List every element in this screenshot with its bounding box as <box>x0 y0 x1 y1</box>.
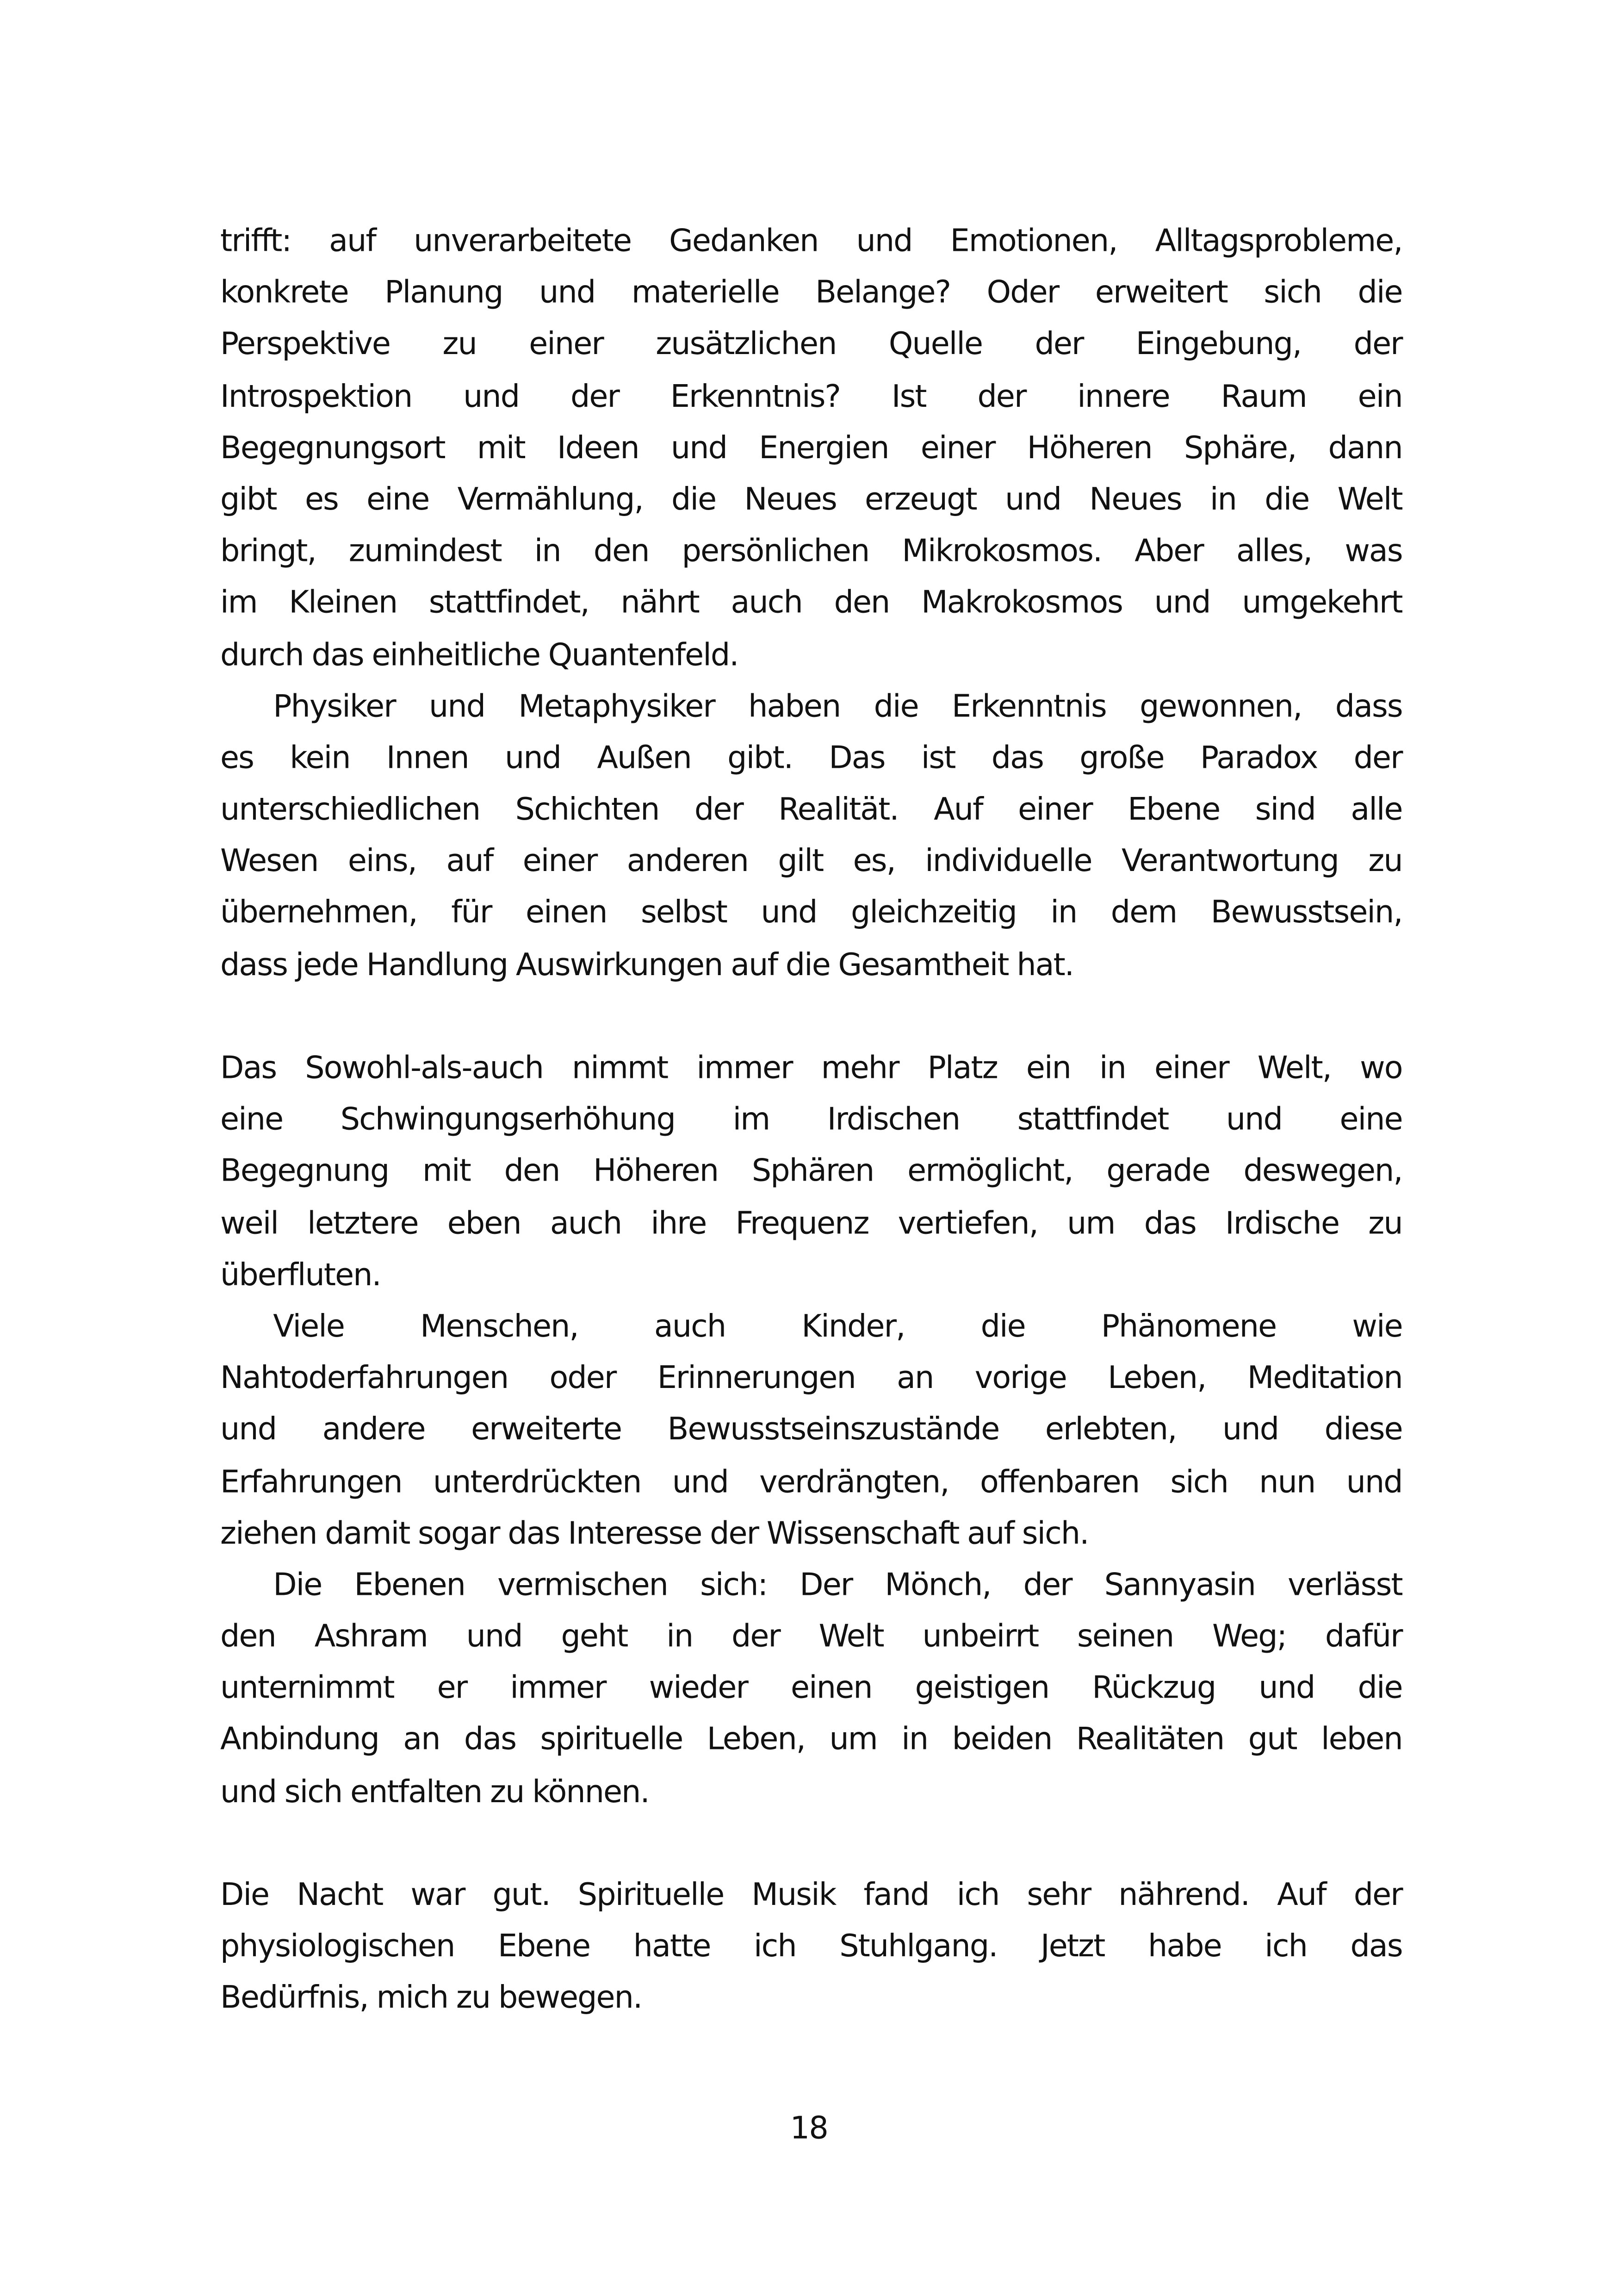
text-line: Introspektion und der Erkenntnis? Ist der innere Raum ein <box>220 378 1402 414</box>
paragraph <box>220 1043 1402 1301</box>
text-line: Anbindung an das spirituelle Leben, um in beiden Realitäten gut leben <box>220 1722 1402 1757</box>
text-line: Begegnungsort mit Ideen und Energien einer Höheren Sphäre, dann <box>220 430 1402 466</box>
text-line: es kein Innen und Außen gibt. Das ist das große Paradox der <box>220 740 1402 776</box>
body-text <box>220 216 1402 2025</box>
paragraph <box>220 1301 1402 1560</box>
text-line: trifft: auf unverarbeitete Gedanken und Emotionen, Alltagsprobleme, <box>220 223 1402 259</box>
paragraph <box>220 1870 1402 2025</box>
text-line: im Kleinen stattfindet, nährt auch den Makrokosmos und umgekehrt <box>220 585 1402 621</box>
text-line: konkrete Planung und materielle Belange? Oder erweitert sich die <box>220 275 1402 311</box>
text-line: Nahtoderfahrungen oder Erinnerungen an vorige Leben, Meditation <box>220 1360 1402 1396</box>
paragraph-spacer <box>220 1818 1402 1870</box>
text-line: weil letztere eben auch ihre Frequenz vertiefen, um das Irdische zu <box>220 1205 1402 1241</box>
page-number: 18 <box>790 2110 828 2146</box>
text-line: und andere erweiterte Bewusstseinszustände erlebten, und diese <box>220 1412 1402 1447</box>
text-line: Das Sowohl-als-auch nimmt immer mehr Platz ein in einer Welt, wo <box>220 1050 1402 1086</box>
text-line: Die Nacht war gut. Spirituelle Musik fand ich sehr nährend. Auf der <box>220 1877 1402 1912</box>
text-line: Erfahrungen unterdrückten und verdrängten, offenbaren sich nun und <box>220 1463 1402 1499</box>
text-line: Wesen eins, auf einer anderen gilt es, individuelle Verantwortung zu <box>220 843 1402 879</box>
text-line: Viele Menschen, auch Kinder, die Phänomene wie <box>273 1308 1402 1344</box>
text-line: unterschiedlichen Schichten der Realität. Auf einer Ebene sind alle <box>220 791 1402 827</box>
text-line: Physiker und Metaphysiker haben die Erkenntnis gewonnen, dass <box>273 688 1402 724</box>
text-line: physiologischen Ebene hatte ich Stuhlgang. Jetzt habe ich das <box>220 1929 1402 1964</box>
text-line: gibt es eine Vermählung, die Neues erzeugt und Neues in die Welt <box>220 481 1402 517</box>
text-line: ziehen damit sogar das Interesse der Wissenschaft auf sich. <box>220 1515 1089 1551</box>
text-line: überfluten. <box>220 1257 381 1292</box>
paragraph <box>220 681 1402 991</box>
text-line: Perspektive zu einer zusätzlichen Quelle der Eingebung, der <box>220 326 1402 362</box>
text-line: dass jede Handlung Auswirkungen auf die Gesamtheit hat. <box>220 946 1074 982</box>
paragraph <box>220 216 1402 681</box>
text-line: Bedürfnis, mich zu bewegen. <box>220 1980 642 2016</box>
text-line: bringt, zumindest in den persönlichen Mikrokosmos. Aber alles, was <box>220 533 1402 569</box>
paragraph-spacer <box>220 991 1402 1043</box>
paragraph <box>220 1560 1402 1818</box>
text-line: unternimmt er immer wieder einen geistigen Rückzug und die <box>220 1670 1402 1706</box>
text-line: Begegnung mit den Höheren Sphären ermöglicht, gerade deswegen, <box>220 1153 1402 1189</box>
text-line: übernehmen, für einen selbst und gleichzeitig in dem Bewusstsein, <box>220 895 1402 931</box>
text-line: durch das einheitliche Quantenfeld. <box>220 636 738 672</box>
text-line: eine Schwingungserhöhung im Irdischen stattfindet und eine <box>220 1101 1402 1137</box>
text-line: den Ashram und geht in der Welt unbeirrt seinen Weg; dafür <box>220 1618 1402 1654</box>
text-line: und sich entfalten zu können. <box>220 1773 649 1809</box>
text-line: Die Ebenen vermischen sich: Der Mönch, der Sannyasin verlässt <box>273 1567 1402 1602</box>
